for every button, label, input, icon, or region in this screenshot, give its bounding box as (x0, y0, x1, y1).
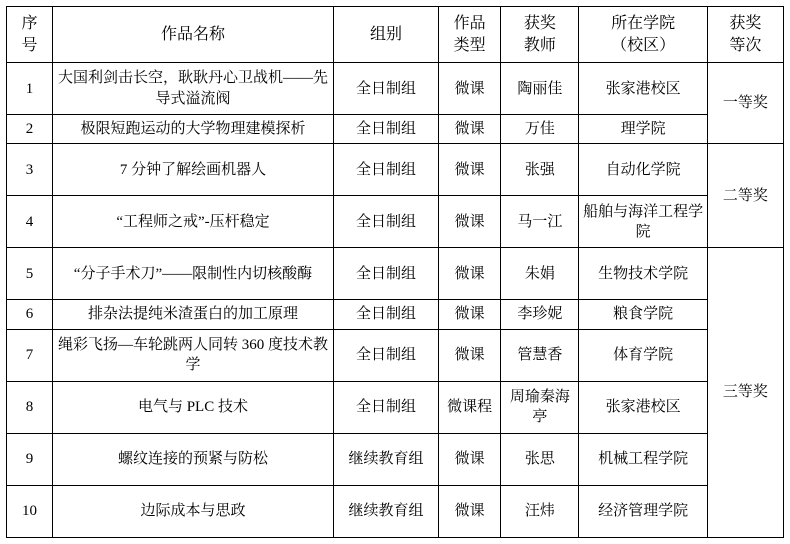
table-row (7, 115, 784, 144)
header-cell-group (333, 7, 438, 63)
cell-type: 微课 (439, 485, 501, 537)
cell-title: 绳彩飞扬—车轮跳两人同转 360 度技术教学 (53, 329, 334, 381)
cell-college: 船舶与海洋工程学院 (579, 196, 707, 248)
table-row (7, 433, 784, 485)
cell-type: 微课 (439, 433, 501, 485)
header-college-line2: （校区） (611, 36, 676, 54)
cell-award-level: 三等奖 (707, 248, 783, 537)
cell-type: 微课 (439, 115, 501, 144)
cell-group: 继续教育组 (333, 433, 438, 485)
cell-teacher: 朱娟 (501, 248, 579, 300)
cell-college: 张家港校区 (579, 381, 707, 433)
cell-type: 微课 (439, 196, 501, 248)
cell-teacher: 李珍妮 (501, 300, 579, 329)
cell-teacher: 陶丽佳 (501, 63, 579, 115)
cell-title: “工程师之戒”-压杆稳定 (53, 196, 334, 248)
table-row (7, 329, 784, 381)
header-cell-college (579, 7, 707, 63)
table-row (7, 196, 784, 248)
cell-college: 经济管理学院 (579, 485, 707, 537)
cell-seq: 6 (7, 300, 53, 329)
header-level-line1: 获奖 (729, 15, 762, 32)
cell-title: 边际成本与思政 (53, 485, 334, 537)
cell-seq: 10 (7, 485, 53, 537)
header-level-line2: 等次 (729, 36, 762, 54)
cell-college: 机械工程学院 (579, 433, 707, 485)
cell-teacher: 管慧香 (501, 329, 579, 381)
award-results-table (6, 6, 784, 538)
cell-group: 全日制组 (333, 329, 438, 381)
cell-group: 全日制组 (333, 196, 438, 248)
header-group-line1: 组别 (369, 25, 402, 43)
header-cell-teacher (501, 7, 579, 63)
cell-teacher: 张思 (501, 433, 579, 485)
cell-award-level: 一等奖 (707, 63, 783, 144)
cell-group: 全日制组 (333, 381, 438, 433)
cell-title: 排杂法提纯米渣蛋白的加工原理 (53, 300, 334, 329)
cell-group: 全日制组 (333, 144, 438, 196)
header-cell-title (53, 7, 334, 63)
cell-title: 电气与 PLC 技术 (53, 381, 334, 433)
cell-college: 张家港校区 (579, 63, 707, 115)
cell-award-level: 二等奖 (707, 144, 783, 248)
cell-teacher: 周瑜秦海亭 (501, 381, 579, 433)
cell-title: 7 分钟了解绘画机器人 (53, 144, 334, 196)
cell-seq: 5 (7, 248, 53, 300)
cell-seq: 1 (7, 63, 53, 115)
table-row (7, 63, 784, 115)
table-row (7, 381, 784, 433)
cell-teacher: 张强 (501, 144, 579, 196)
table-row (7, 248, 784, 300)
cell-seq: 9 (7, 433, 53, 485)
header-type-line2: 类型 (453, 36, 486, 54)
header-teacher-line1: 获奖 (523, 15, 556, 32)
cell-group: 全日制组 (333, 115, 438, 144)
header-college-line1: 所在学院 (611, 15, 676, 32)
table-row (7, 485, 784, 537)
cell-seq: 2 (7, 115, 53, 144)
cell-group: 继续教育组 (333, 485, 438, 537)
table-row (7, 144, 784, 196)
cell-seq: 7 (7, 329, 53, 381)
table-row (7, 300, 784, 329)
cell-title: 螺纹连接的预紧与防松 (53, 433, 334, 485)
header-cell-level (707, 7, 783, 63)
cell-type: 微课 (439, 300, 501, 329)
header-seq-line2: 号 (21, 36, 38, 54)
cell-type: 微课 (439, 63, 501, 115)
cell-type: 微课 (439, 329, 501, 381)
cell-college: 粮食学院 (579, 300, 707, 329)
cell-type: 微课 (439, 144, 501, 196)
header-teacher-line2: 教师 (523, 36, 556, 54)
cell-college: 理学院 (579, 115, 707, 144)
header-cell-seq (7, 7, 53, 63)
header-type-line1: 作品 (453, 15, 486, 32)
cell-seq: 8 (7, 381, 53, 433)
cell-title: “分子手术刀”——限制性内切核酸酶 (53, 248, 334, 300)
cell-teacher: 汪炜 (501, 485, 579, 537)
cell-seq: 3 (7, 144, 53, 196)
header-title-line1: 作品名称 (160, 25, 225, 43)
cell-group: 全日制组 (333, 63, 438, 115)
cell-college: 体育学院 (579, 329, 707, 381)
cell-college: 生物技术学院 (579, 248, 707, 300)
cell-college: 自动化学院 (579, 144, 707, 196)
table-header-row (7, 7, 784, 63)
cell-group: 全日制组 (333, 248, 438, 300)
cell-title: 大国利剑击长空，耿耿丹心卫战机——先导式溢流阀 (53, 63, 334, 115)
cell-type: 微课 (439, 248, 501, 300)
header-cell-type (439, 7, 501, 63)
cell-title: 极限短跑运动的大学物理建模探析 (53, 115, 334, 144)
cell-teacher: 马一江 (501, 196, 579, 248)
cell-group: 全日制组 (333, 300, 438, 329)
cell-seq: 4 (7, 196, 53, 248)
cell-type: 微课程 (439, 381, 501, 433)
header-seq-line1: 序 (21, 15, 38, 32)
cell-teacher: 万佳 (501, 115, 579, 144)
